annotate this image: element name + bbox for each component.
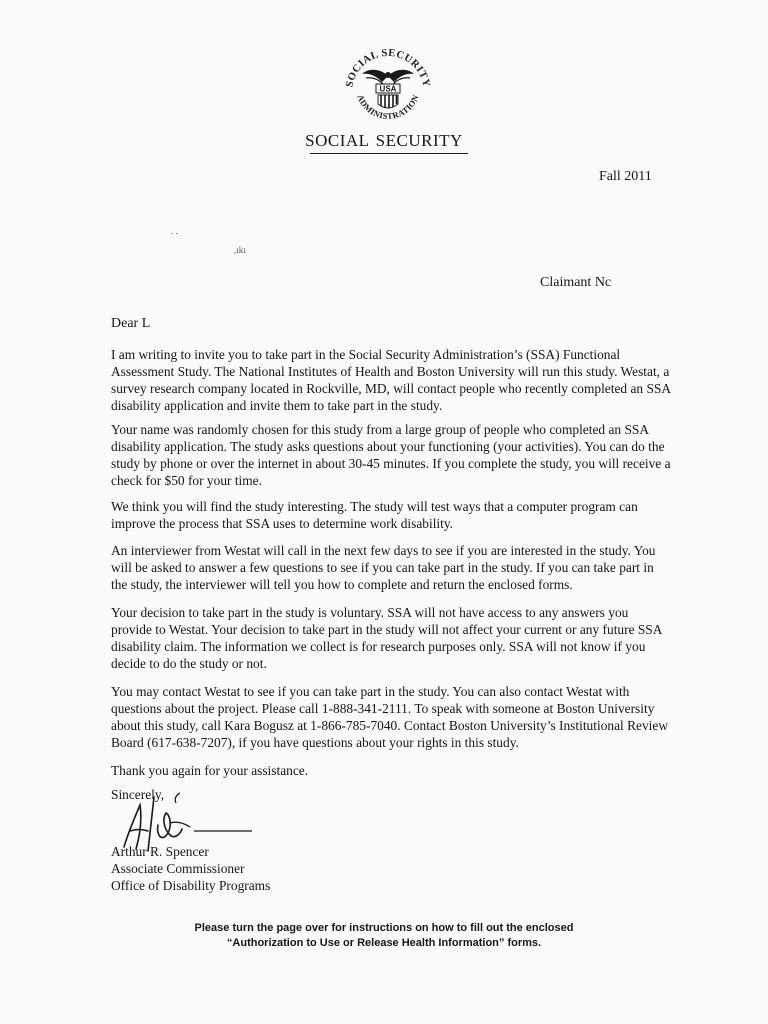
seal-center-text: USA bbox=[379, 84, 397, 94]
signer-office: Office of Disability Programs bbox=[111, 878, 271, 893]
scan-artifact: ,ıkı bbox=[234, 245, 246, 255]
agency-name-underline bbox=[310, 153, 468, 154]
claimant-number-label: Claimant Nc bbox=[540, 275, 612, 290]
letter-date: Fall 2011 bbox=[599, 169, 652, 184]
body-paragraph: An interviewer from Westat will call in the next few days to see if you are interested in the study. You will be asked to answer a few questions to see if you can take part in the study. If you can take part in the study, the interviewer will tell you how to complete and return the enclosed forms. bbox=[111, 543, 656, 592]
body-paragraph: Thank you again for your assistance. bbox=[111, 763, 309, 778]
body-paragraph: Your decision to take part in the study is voluntary. SSA will not have access to any answers you provide to Westat. Your decision to take part in the study will not affect your current or any future SSA disability claim. The information we collect is for research purposes only. SSA will not know if you decide to do the study or not. bbox=[111, 605, 662, 671]
body-paragraph: We think you will find the study interesting. The study will test ways that a computer program can improve the process that SSA uses to determine work disability. bbox=[111, 499, 638, 531]
scan-artifact: . . bbox=[171, 226, 178, 236]
seal-ring-top-text: SOCIAL SECURITY bbox=[344, 47, 432, 89]
salutation: Dear L bbox=[111, 316, 151, 331]
body-paragraph: Your name was randomly chosen for this study from a large group of people who completed an SSA disability application. The study asks questions about your functioning (your activities). You can do the study by phone or over the internet in about 30-45 minutes. If you complete the study, you will receive a check for $50 for your time. bbox=[111, 422, 671, 488]
signer-title: Associate Commissioner bbox=[111, 861, 245, 876]
body-paragraph: I am writing to invite you to take part in the Social Security Administration’s (SSA) Functional Assessment Study. The National Institutes of Health and Boston University will run this study. Westat, a survey research company located in Rockville, MD, will contact people who recently completed an SSA disability application and invite them to take part in the study. bbox=[111, 347, 671, 413]
footer-line: Please turn the page over for instructions on how to fill out the enclosed bbox=[194, 922, 574, 934]
closing: Sincerely, bbox=[111, 787, 165, 802]
seal-ring-bottom-text: ADMINISTRATION bbox=[355, 93, 421, 121]
footer-line: “Authorization to Use or Release Health Information” forms. bbox=[226, 937, 542, 949]
footer-note bbox=[0, 921, 768, 951]
agency-name: SOCIAL SECURITY bbox=[305, 131, 463, 150]
body-paragraph: You may contact Westat to see if you can take part in the study. You can also contact Westat with questions about the project. Please call 1-888-341-2111. To speak with someone at Boston University about this study, call Kara Bogusz at 1-866-785-7040. Contact Boston University’s Institutional Review Board (617-638-7207), if you have questions about your rights in this study. bbox=[111, 684, 668, 750]
svg-text:SOCIAL SECURITY bbox=[344, 48, 431, 88]
ssa-seal-logo bbox=[338, 40, 438, 140]
signer-name: Arthur R. Spencer bbox=[111, 844, 209, 859]
